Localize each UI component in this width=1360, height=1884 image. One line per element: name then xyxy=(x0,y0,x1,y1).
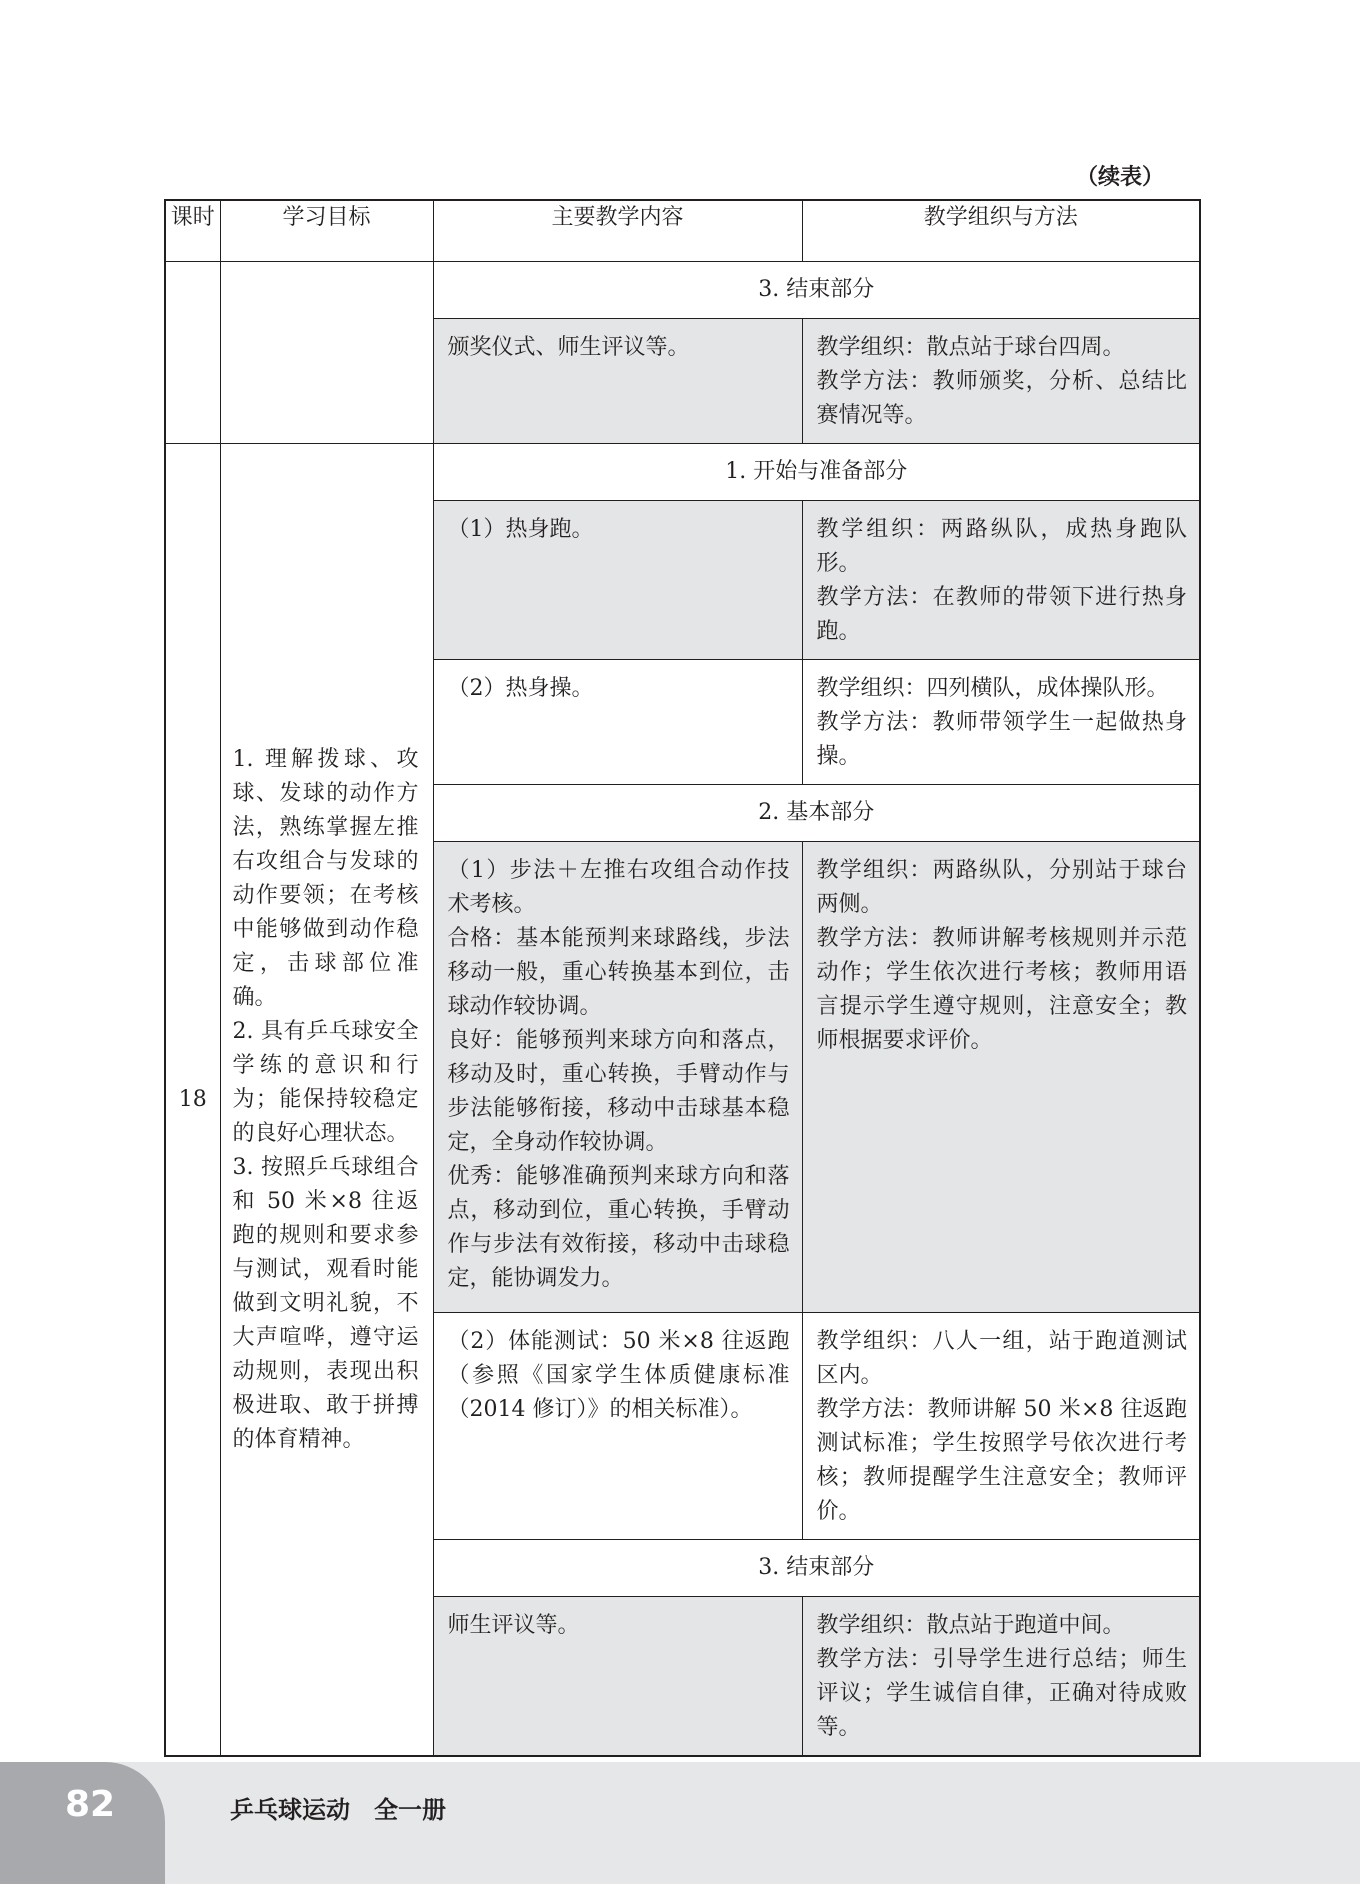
header-lesson: 课时 xyxy=(165,200,220,262)
method-organization: 教学组织：八人一组，站于跑道测试区内。 xyxy=(816,1329,1187,1388)
content-text: 合格：基本能预判来球路线，步法移动一般，重心转换基本到位，击球动作较协调。 xyxy=(447,926,790,1019)
method-approach: 教学方法：引导学生进行总结；师生评议；学生诚信自律，正确对待成败等。 xyxy=(816,1647,1187,1740)
content-cell xyxy=(433,660,802,785)
goal-item: 3. 按照乒乓球组合和 50 米×8 往返跑的规则和要求参与测试，观看时能做到文明礼貌，不大声喧哗，遵守运动规则，表现出积极进取、敢于拼搏的体育精神。 xyxy=(232,1154,419,1452)
prev-lesson-cell xyxy=(165,262,220,444)
method-approach: 教学方法：教师带领学生一起做热身操。 xyxy=(816,710,1187,769)
method-cell xyxy=(802,501,1200,660)
book-title: 乒乓球运动 全一册 xyxy=(230,1796,446,1824)
header-goal: 学习目标 xyxy=(220,200,433,262)
method-cell xyxy=(802,842,1200,1313)
content-text: （2）体能测试：50 米×8 往返跑（参照《国家学生体质健康标准（2014 修订）》的相关标准）。 xyxy=(447,1329,790,1422)
prev-goal-cell xyxy=(220,262,433,444)
learning-goals-cell xyxy=(220,444,433,1757)
content-text: （1）步法＋左推右攻组合动作技术考核。 xyxy=(447,858,790,917)
method-organization: 教学组织：两路纵队，成热身跑队形。 xyxy=(816,517,1187,576)
content-text: 良好：能够预判来球方向和落点，移动及时，重心转换，手臂动作与步法能够衔接，移动中击球基本稳定，全身动作较协调。 xyxy=(447,1028,790,1155)
content-cell xyxy=(433,501,802,660)
section-title: 3. 结束部分 xyxy=(433,1540,1200,1597)
method-organization: 教学组织：两路纵队，分别站于球台两侧。 xyxy=(816,858,1187,917)
method-organization: 教学组织：散点站于球台四周。 xyxy=(816,335,1125,360)
footer-band xyxy=(0,1762,1360,1884)
goal-item: 1. 理解拨球、攻球、发球的动作方法，熟练掌握左推右攻组合与发球的动作要领；在考核中能够做到动作稳定，击球部位准确。 xyxy=(232,746,419,1010)
content-text: 师生评议等。 xyxy=(447,1613,580,1638)
lesson-plan-table xyxy=(164,199,1201,1757)
goal-item: 2. 具有乒乓球安全学练的意识和行为；能保持较稳定的良好心理状态。 xyxy=(232,1018,419,1146)
method-approach: 教学方法：教师颁奖，分析、总结比赛情况等。 xyxy=(816,369,1187,428)
start-section-row xyxy=(165,444,1200,501)
method-approach: 教学方法：教师讲解 50 米×8 往返跑测试标准；学生按照学号依次进行考核；教师提醒学生注意安全；教师评价。 xyxy=(816,1397,1187,1524)
content-cell xyxy=(433,842,802,1313)
section-title: 2. 基本部分 xyxy=(433,785,1200,842)
lesson-number: 18 xyxy=(178,1086,207,1112)
method-approach: 教学方法：在教师的带领下进行热身跑。 xyxy=(816,585,1187,644)
content-cell xyxy=(433,1597,802,1757)
continued-table-label: （续表） xyxy=(1075,165,1164,190)
method-cell xyxy=(802,1597,1200,1757)
section-title: 3. 结束部分 xyxy=(433,262,1200,319)
method-organization: 教学组织：四列横队，成体操队形。 xyxy=(816,676,1169,701)
lesson-number-cell xyxy=(165,444,220,1757)
content-text: （2）热身操。 xyxy=(447,676,594,701)
table-header-row xyxy=(165,200,1200,262)
content-cell xyxy=(433,319,802,444)
method-cell xyxy=(802,1313,1200,1540)
method-cell xyxy=(802,319,1200,444)
method-cell xyxy=(802,660,1200,785)
section-title: 1. 开始与准备部分 xyxy=(433,444,1200,501)
content-text: 优秀：能够准确预判来球方向和落点，移动到位，重心转换，手臂动作与步法有效衔接，移动中击球稳定，能协调发力。 xyxy=(447,1164,790,1291)
content-cell xyxy=(433,1313,802,1540)
content-text: （1）热身跑。 xyxy=(447,517,594,542)
method-organization: 教学组织：散点站于跑道中间。 xyxy=(816,1613,1125,1638)
content-text: 颁奖仪式、师生评议等。 xyxy=(447,335,690,360)
method-approach: 教学方法：教师讲解考核规则并示范动作；学生依次进行考核；教师用语言提示学生遵守规则，注意安全；教师根据要求评价。 xyxy=(816,926,1187,1053)
prev-end-section-row xyxy=(165,262,1200,319)
header-method: 教学组织与方法 xyxy=(802,200,1200,262)
header-content: 主要教学内容 xyxy=(433,200,802,262)
page-number: 82 xyxy=(64,1784,116,1825)
